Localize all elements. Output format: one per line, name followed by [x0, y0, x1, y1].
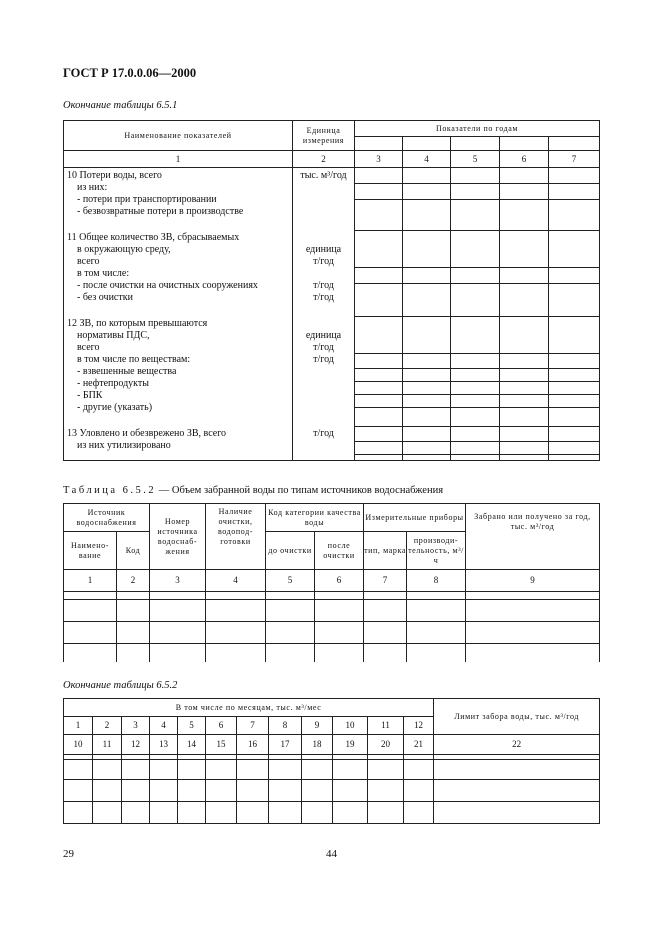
col-num: 2 — [117, 570, 150, 592]
unit-text: т/год — [313, 428, 334, 439]
row-text: 11 Общее количество ЗВ, сбрасываемых — [67, 232, 240, 243]
header-capacity: производи-тельность, м³/ч — [407, 532, 466, 570]
col-num: 16 — [237, 735, 269, 755]
row-text: в том числе по веществам: — [77, 354, 191, 365]
header-limit: Лимит забора воды, тыс. м³/год — [434, 699, 600, 735]
unit-text — [293, 232, 354, 244]
header-source-code: Код — [117, 532, 150, 570]
row-text: из них: — [77, 182, 108, 193]
month-num: 12 — [404, 717, 434, 735]
unit-text: т/год — [313, 256, 334, 267]
table-row — [64, 802, 600, 824]
table-row — [64, 780, 600, 802]
col-num: 17 — [269, 735, 302, 755]
month-num: 5 — [178, 717, 206, 735]
table3-caption: Окончание таблицы 6.5.2 — [63, 680, 178, 691]
row-text: всего — [77, 342, 100, 353]
header-name: Наименование показателей — [64, 121, 293, 151]
month-num: 6 — [206, 717, 237, 735]
unit-text — [293, 318, 354, 330]
col-num: 6 — [500, 151, 549, 168]
row-text: - после очистки на очистных сооружениях — [77, 280, 258, 291]
header-months: В том числе по месяцам, тыс. м³/мес — [64, 699, 434, 717]
col-num: 3 — [355, 151, 403, 168]
unit-text: т/год — [313, 342, 334, 353]
month-num: 10 — [333, 717, 368, 735]
month-num: 4 — [150, 717, 178, 735]
table-row — [64, 230, 600, 316]
header-unit: Единица измерения — [293, 121, 355, 151]
row-text: 13 Уловлено и обезврежено ЗВ, всего — [67, 428, 227, 439]
header-before: до очистки — [266, 532, 315, 570]
table-row — [64, 600, 600, 622]
col-num: 5 — [451, 151, 500, 168]
row-text: в том числе: — [77, 268, 130, 279]
col-num: 14 — [178, 735, 206, 755]
footer-left-number: 29 — [63, 848, 74, 860]
col-num: 1 — [64, 570, 117, 592]
unit-text: единица — [305, 330, 342, 341]
column-numbers-row — [64, 151, 600, 168]
table-6-5-2-end — [63, 698, 600, 824]
month-num: 8 — [269, 717, 302, 735]
row-text: - БПК — [77, 390, 103, 401]
unit-text: т/год — [313, 354, 334, 365]
header-source: Источник водоснабжения — [64, 504, 150, 532]
table-6-5-2 — [63, 503, 600, 662]
col-num: 12 — [122, 735, 150, 755]
col-num: 1 — [64, 151, 293, 168]
month-num: 1 — [64, 717, 93, 735]
row-text: - взвешенные вещества — [77, 366, 177, 377]
row-text: 10 Потери воды, всего — [67, 170, 162, 181]
col-num: 7 — [549, 151, 600, 168]
row-text: в окружающую среду, — [77, 244, 171, 255]
header-number: Номер источника водоснаб-жения — [150, 504, 206, 570]
header-meters: Измерительные приборы — [364, 504, 466, 532]
col-num: 18 — [302, 735, 333, 755]
month-num: 11 — [368, 717, 404, 735]
table2-caption — [63, 485, 443, 496]
table1-caption: Окончание таблицы 6.5.1 — [63, 100, 178, 111]
unit-text: т/год — [313, 280, 334, 291]
col-num: 20 — [368, 735, 404, 755]
table-row — [64, 426, 600, 461]
col-num: 8 — [407, 570, 466, 592]
header-treatment: Наличие очистки, водопод-готовки — [206, 504, 266, 570]
col-num: 7 — [364, 570, 407, 592]
table2-caption-text: — Объем забранной воды по типам источников водоснабжения — [156, 485, 444, 496]
row-text: 12 ЗВ, по которым превышаются — [67, 318, 208, 329]
row-text: всего — [77, 256, 100, 267]
header-quality: Код категории качества воды — [266, 504, 364, 532]
col-num: 5 — [266, 570, 315, 592]
col-num: 4 — [206, 570, 266, 592]
col-num: 2 — [293, 151, 355, 168]
table-row — [64, 168, 600, 231]
table2-caption-label: Таблица 6.5.2 — [63, 485, 157, 496]
col-num: 3 — [150, 570, 206, 592]
table-row — [64, 316, 600, 426]
table-6-5-1 — [63, 120, 600, 461]
col-num: 4 — [403, 151, 451, 168]
month-num: 3 — [122, 717, 150, 735]
col-num: 21 — [404, 735, 434, 755]
col-num: 22 — [434, 735, 600, 755]
row-text: - нефтепродукты — [77, 378, 149, 389]
month-num: 7 — [237, 717, 269, 735]
row-text: - безвозвратные потери в производстве — [77, 206, 244, 217]
page-number: 44 — [326, 848, 337, 860]
col-num: 15 — [206, 735, 237, 755]
unit-text — [293, 268, 354, 280]
col-num: 11 — [93, 735, 122, 755]
column-numbers-row — [64, 735, 600, 755]
document-title: ГОСТ Р 17.0.0.06—2000 — [63, 66, 197, 80]
row-text: нормативы ПДС, — [77, 330, 150, 341]
row-text: - без очистки — [77, 292, 133, 303]
month-num: 2 — [93, 717, 122, 735]
unit-text: тыс. м³/год — [300, 170, 347, 181]
col-num: 19 — [333, 735, 368, 755]
table-row — [64, 644, 600, 662]
month-num: 9 — [302, 717, 333, 735]
header-after: после очистки — [315, 532, 364, 570]
unit-text: единица — [305, 244, 342, 255]
row-text: из них утилизировано — [77, 440, 171, 451]
col-num: 6 — [315, 570, 364, 592]
col-num: 10 — [64, 735, 93, 755]
row-text: - потери при транспортировании — [77, 194, 217, 205]
column-numbers-row — [64, 570, 600, 592]
header-type: тип, марка — [364, 532, 407, 570]
header-years: Показатели по годам — [355, 121, 600, 137]
row-text: - другие (указать) — [77, 402, 153, 413]
col-num: 13 — [150, 735, 178, 755]
table-row — [64, 622, 600, 644]
col-num: 9 — [466, 570, 600, 592]
unit-text: т/год — [313, 292, 334, 303]
header-taken: Забрано или получено за год, тыс. м³/год — [466, 504, 600, 570]
table-row — [64, 760, 600, 780]
header-source-name: Наимено-вание — [64, 532, 117, 570]
